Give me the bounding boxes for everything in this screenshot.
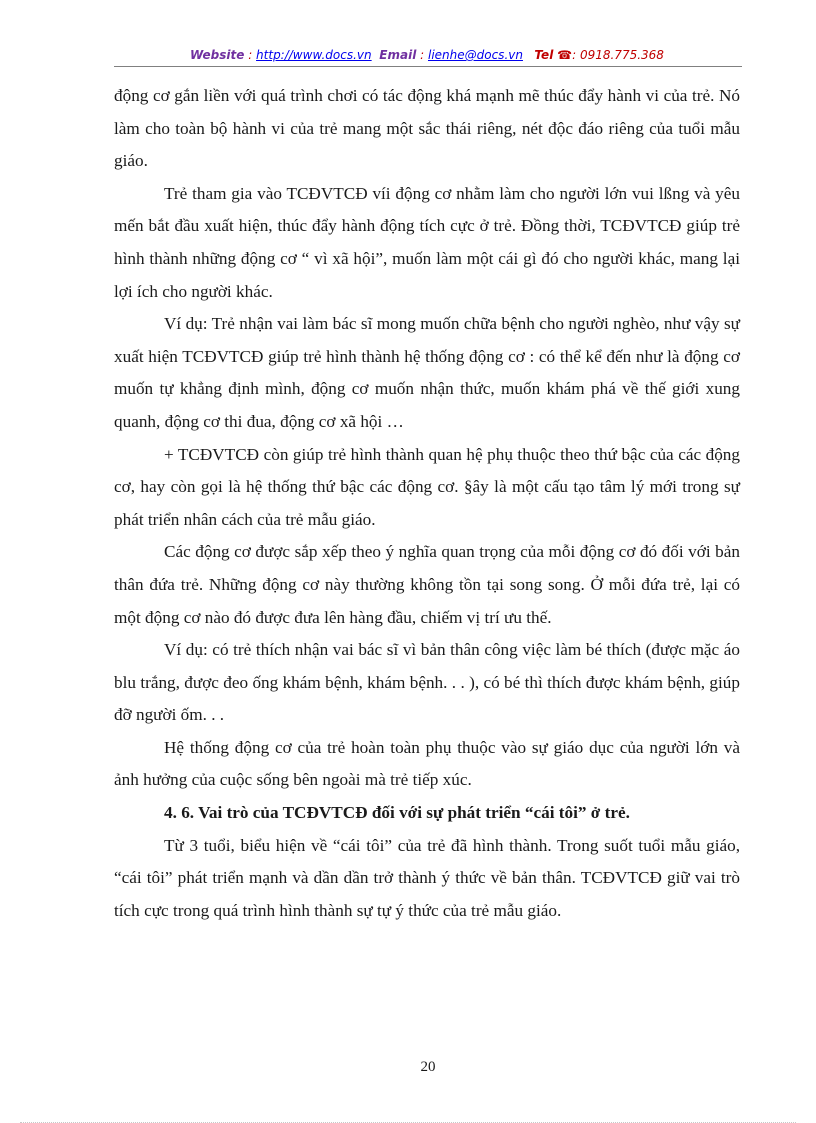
paragraph: Hệ thống động cơ của trẻ hoàn toàn phụ thuộc vào sự giáo dục của người lớn và ảnh hưởng của cuộc sống bên ngoài mà trẻ tiếp xúc. xyxy=(114,737,740,790)
website-label: Website xyxy=(190,48,245,62)
document-body xyxy=(114,80,740,927)
website-separator: : xyxy=(244,48,257,62)
tel-label: Tel xyxy=(534,48,554,62)
section-paragraph: Từ 3 tuổi, biểu hiện về “cái tôi” của trẻ đã hình thành. Trong suốt tuổi mẫu giáo, “cái tôi” phát triển mạnh và dần dần trở thành ý thức về bản thân. TCĐVTCĐ giữ vai trò tích cực trong quá trình hình thành sự tự ý thức của trẻ mẫu giáo. xyxy=(114,835,740,920)
page-header xyxy=(114,46,740,64)
paragraph: Ví dụ: Trẻ nhận vai làm bác sĩ mong muốn chữa bệnh cho người nghèo, như vậy sự xuất hiện TCĐVTCĐ giúp trẻ hình thành hệ thống động cơ : có thể kể đến như là động cơ muốn tự khẳng định mình, động cơ muốn nhận thức, muốn khám phá về thế giới xung quanh, động cơ thi đua, động cơ xã hội … xyxy=(114,314,740,431)
phone-icon: ☎ xyxy=(557,48,573,62)
email-label: Email xyxy=(379,48,417,62)
paragraph: Trẻ tham gia vào TCĐVTCĐ víi động cơ nhằm làm cho người lớn vui lßng và yêu mến bắt đầu xuất hiện, thúc đẩy hành động tích cực ở trẻ. Đồng thời, TCĐVTCĐ giúp trẻ hình thành những động cơ “ vì xã hội”, muốn làm một cái gì đó cho người khác, mang lại lợi ích cho người khác. xyxy=(114,183,740,301)
header-divider xyxy=(114,66,742,67)
email-separator: : xyxy=(416,48,428,62)
paragraph: Các động cơ được sắp xếp theo ý nghĩa quan trọng của mỗi động cơ đó đối với bản thân đứa trẻ. Những động cơ này thường không tồn tại song song. Ở mỗi đứa trẻ, lại có một động cơ nào đó được đưa lên hàng đầu, chiếm vị trí ưu thế. xyxy=(114,542,740,627)
email-link[interactable]: lienhe@docs.vn xyxy=(427,48,523,62)
page-number: 20 xyxy=(420,1059,436,1075)
website-link[interactable]: http://www.docs.vn xyxy=(256,48,372,62)
tel-value: : 0918.775.368 xyxy=(572,48,664,62)
paragraph: Ví dụ: có trẻ thích nhận vai bác sĩ vì bản thân công việc làm bé thích (được mặc áo blu trắng, được đeo ống khám bệnh, khám bệnh. . . ), có bé thì thích được khám bệnh, giúp đỡ người ốm. . . xyxy=(114,640,740,725)
paragraph-continuation: động cơ gắn liền với quá trình chơi có tác động khá mạnh mẽ thúc đẩy hành vi của trẻ. Nó làm cho toàn bộ hành vi của trẻ mang một sắc thái riêng, nét độc đáo riêng của tuổi mẫu giáo. xyxy=(114,86,740,171)
section-heading: 4. 6. Vai trò của TCĐVTCĐ đối với sự phát triển “cái tôi” ở trẻ. xyxy=(164,803,630,823)
paragraph: + TCĐVTCĐ còn giúp trẻ hình thành quan hệ phụ thuộc theo thứ bậc của các động cơ, hay còn gọi là hệ thống thứ bậc các động cơ. §ây là một cấu tạo tâm lý mới trong sự phát triển nhân cách của trẻ mẫu giáo. xyxy=(114,444,740,529)
